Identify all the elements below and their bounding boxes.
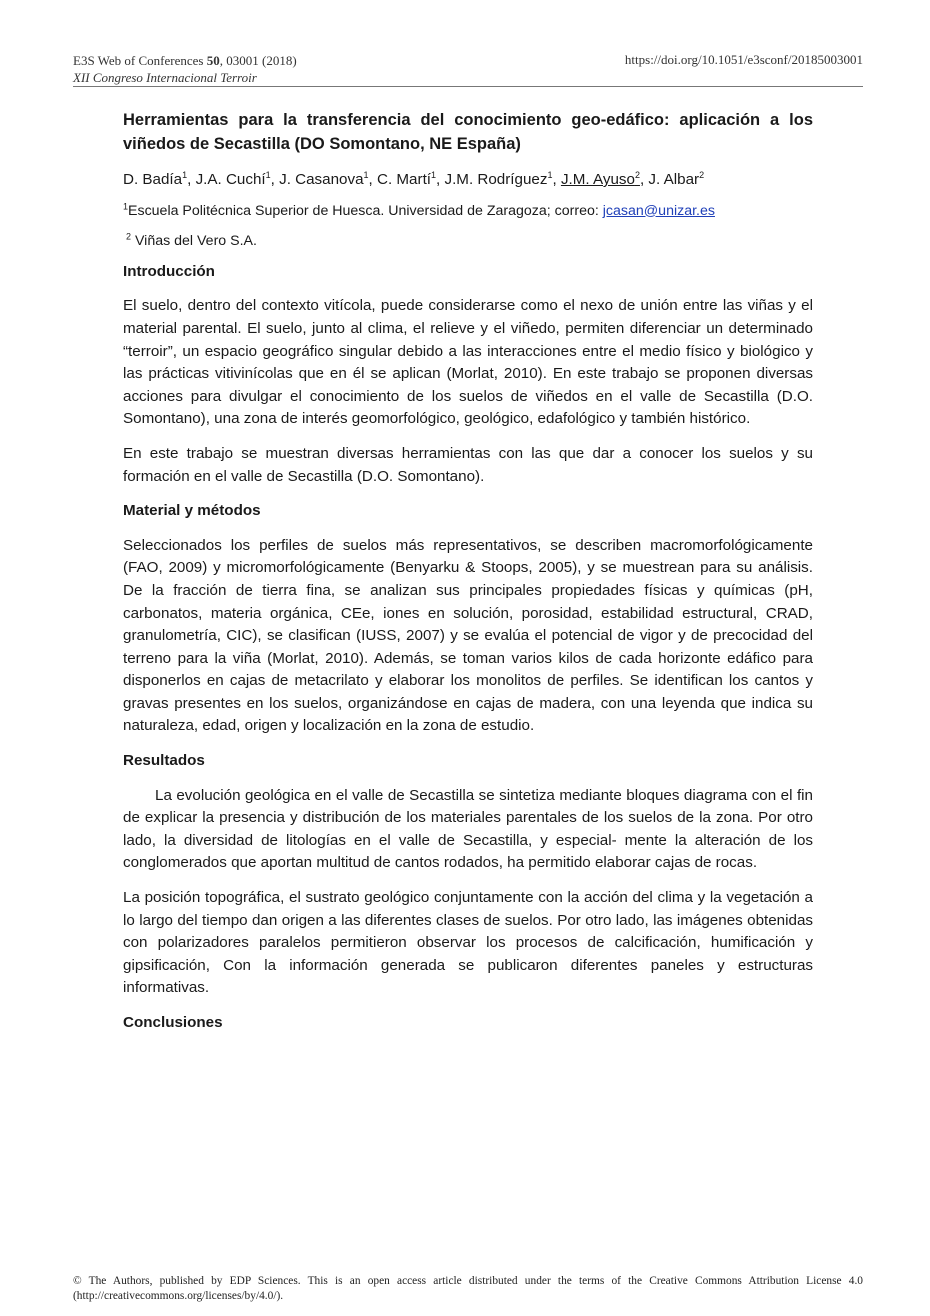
author-name: J. Casanova bbox=[279, 171, 364, 188]
author-name: J. Albar bbox=[648, 171, 700, 188]
paragraph: La evolución geológica en el valle de Secastilla se sintetiza mediante bloques diagrama con el fin de explicar la presencia y distribución de los materiales parentales de los suelos de la zona. Por otro lado, la diversidad de litologías en el valle de Secastilla, y especial- mente la alteración de los conglomerados que aportan multitud de cantos rodados, ha permitido elaborar cajas de rocas. bbox=[123, 786, 813, 872]
author-affiliation-mark: 2 bbox=[634, 169, 640, 180]
page-header bbox=[73, 50, 863, 90]
author-name: J.M. Rodríguez bbox=[444, 171, 548, 188]
paragraph: El suelo, dentro del contexto vitícola, puede considerarse como el nexo de unión entre las viñas y el material parental. El suelo, junto al clima, el relieve y el viñedo, permiten diferenciar un determinado “terroir”, un espacio geográfico singular debido a las interacciones entre el medio físico y biológico y las prácticas vitivinícolas que en él se aplican (Morlat, 2010). En este trabajo se proponen diversas acciones para divulgar el conocimiento de los suelos de viñedos en el valle de Secastilla (D.O. Somontano), una zona de interés geomorfológico, geológico, edafológico y también histórico. bbox=[123, 297, 813, 428]
journal-citation bbox=[73, 52, 297, 86]
journal-article-number: , 03001 (2018) bbox=[219, 53, 297, 68]
paragraph: En este trabajo se muestran diversas herramientas con las que dar a conocer los suelos y su formación en el valle de Secastilla (D.O. Somontano). bbox=[123, 444, 813, 485]
author-affiliation-mark: 1 bbox=[182, 169, 188, 180]
corresponding-author-name bbox=[561, 171, 640, 188]
affiliation-1 bbox=[123, 200, 813, 223]
article-title: Herramientas para la transferencia del conocimiento geo-edáfico: aplicación a los viñedos de Secastilla (DO Somontano, NE España) bbox=[123, 111, 813, 153]
doi-link[interactable]: https://doi.org/10.1051/e3sconf/20185003001 bbox=[624, 52, 863, 67]
affiliation-text: Viñas del Vero S.A. bbox=[131, 233, 257, 250]
author-name: J.A. Cuchí bbox=[195, 171, 266, 188]
affiliation-mark: 1 bbox=[123, 200, 129, 211]
license-footer: © The Authors, published by EDP Sciences. This is an open access article distributed under the terms of the Creative Commons Attribution License 4.0 (http://creativecommons.org/licenses/by/4.0/). bbox=[73, 1275, 863, 1302]
email-link[interactable]: jcasan@unizar.es bbox=[602, 202, 715, 219]
section-heading-conclusiones: Conclusiones bbox=[123, 1014, 223, 1031]
journal-name: E3S Web of Conferences bbox=[73, 53, 207, 68]
conference-name: XII Congreso Internacional Terroir bbox=[73, 70, 257, 85]
author-affiliation-mark: 2 bbox=[699, 169, 705, 180]
paragraph: Seleccionados los perfiles de suelos más representativos, se describen macromorfológicamente (FAO, 2009) y micromorfológicamente (Benyarku & Stoops, 2005), y se muestrean para su análisis. De la fracción de tierra fina, se analizan sus principales propiedades físicas y químicas (pH, carbonatos, materia orgánica, CEe, iones en solución, porosidad, estabilidad estructural, CRAD, granulometría, CIC), se clasifican (IUSS, 2007) y se evalúa el potencial de vigor y de precocidad del terreno para la viña (Morlat, 2010). Además, se toman varios kilos de cada horizonte edáfico para disponerlos en cajas de metacrilato y elaborar los monolitos de perfiles. Se identifican los cantos y gravas presentes en los suelos, organizándose en cajas de madera, con una leyenda que indica su naturaleza, edad, origen y localización en la zona de estudio. bbox=[123, 536, 813, 735]
section-heading-resultados: Resultados bbox=[123, 752, 205, 770]
article-body bbox=[123, 108, 813, 1047]
author-affiliation-mark: 1 bbox=[265, 169, 271, 180]
author-affiliation-mark: 1 bbox=[363, 169, 369, 180]
author-name: J.M. Ayuso bbox=[560, 171, 635, 188]
journal-volume: 50 bbox=[206, 53, 220, 68]
paragraph: La posición topográfica, el sustrato geológico conjuntamente con la acción del clima y la vegetación a lo largo del tiempo dan origen a las diferentes clases de suelos. Por otro lado, las imágenes obtenidas con polarizadores paralelos permitieron observar los procesos de calcificación, humificación y gipsificación, Con la información generada se publicaron diferentes paneles y estructuras informativas. bbox=[123, 889, 813, 997]
author-affiliation-mark: 1 bbox=[547, 169, 553, 180]
affiliation-mark: 2 bbox=[126, 231, 132, 242]
header-rule bbox=[73, 86, 863, 87]
affiliation-2 bbox=[123, 230, 813, 253]
author-list: D. Badía$^1$, J.A. Cuchí$^1$, J. Casanova$^1$, C. Martí$^1$, J.M. Rodríguez$^1$, J.M. Ayuso$^2$, J. Albar$^2$ bbox=[123, 169, 705, 188]
section-heading-material-metodos: Material y métodos bbox=[123, 502, 261, 520]
affiliation-text: Escuela Politécnica Superior de Huesca. Universidad de Zaragoza; correo: bbox=[128, 202, 603, 219]
author-name: D. Badía bbox=[123, 171, 183, 188]
section-heading-introduccion: Introducción bbox=[123, 262, 215, 280]
author-name: C. Martí bbox=[377, 171, 432, 188]
author-affiliation-mark: 1 bbox=[431, 169, 437, 180]
